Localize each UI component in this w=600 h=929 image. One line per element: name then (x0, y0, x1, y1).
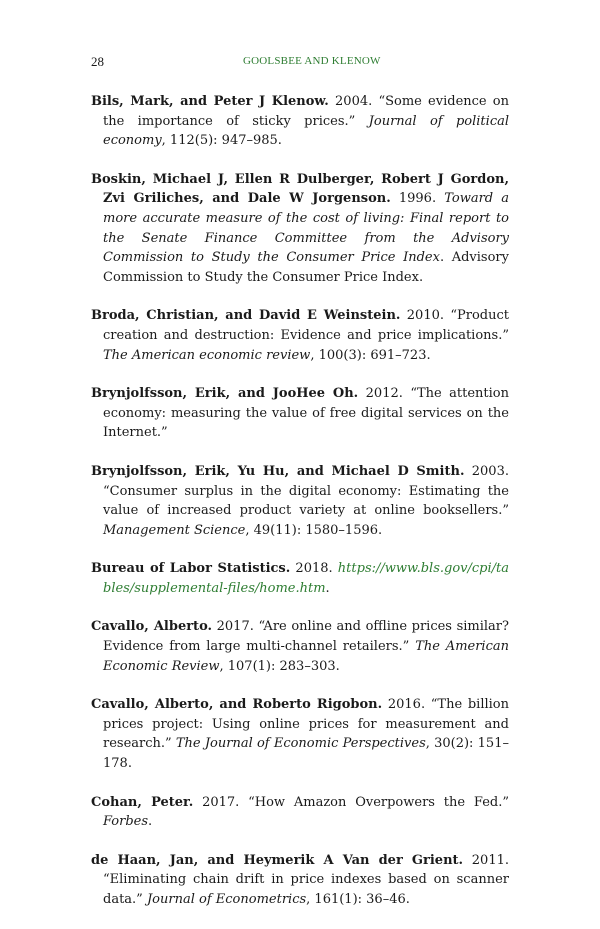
reference-item (91, 384, 509, 443)
running-title: GOOLSBEE AND KLENOW (243, 55, 381, 67)
reference-item (91, 617, 509, 676)
reference-authors: Brynjolfsson, Erik, and JooHee Oh. (91, 386, 359, 402)
reference-details: , 107(1): 283–303. (219, 658, 340, 674)
reference-details: , 49(11): 1580–1596. (245, 522, 383, 538)
reference-venue: The American economic review (103, 347, 311, 363)
reference-item (91, 306, 509, 365)
reference-item (91, 92, 509, 151)
reference-authors: Cavallo, Alberto. (91, 619, 213, 635)
reference-details: . (148, 814, 153, 830)
reference-authors: Bureau of Labor Statistics. (91, 561, 291, 577)
reference-item (91, 793, 509, 832)
reference-url-link[interactable]: https://www.bls.gov/cpi/tables/supplemental-files/home.htm (103, 561, 509, 596)
reference-details: . Advisory Commission to Study the Consumer Price Index. (103, 250, 509, 285)
page-number: 28 (91, 54, 104, 69)
reference-text: 2003. “Consumer surplus in the digital economy: Estimating the value of increased product variety at online booksellers.” (103, 463, 509, 519)
reference-authors: Broda, Christian, and David E Weinstein. (91, 308, 401, 324)
reference-text: 2018. (290, 561, 338, 577)
reference-details: , 112(5): 947–985. (161, 133, 282, 149)
reference-text: 2017. “Are online and offline prices similar? Evidence from large multi-channel retailers.” (103, 619, 509, 655)
reference-authors: Cavallo, Alberto, and Roberto Rigobon. (91, 697, 383, 713)
reference-details: . (325, 580, 330, 596)
reference-details: , 161(1): 36–46. (306, 892, 410, 907)
reference-venue: Toward a more accurate measure of the cost of living: Final report to the Senate Finance Committee from the Advisory Commission to Study the Consumer Price Index (103, 191, 509, 266)
reference-item (91, 462, 509, 540)
reference-venue: The American Economic Review (103, 639, 509, 674)
reference-authors: Cohan, Peter. (91, 794, 194, 810)
reference-text: 2011. “Eliminating chain drift in price indexes based on scanner data.” (103, 852, 510, 907)
reference-item (91, 851, 509, 910)
reference-details: , 100(3): 691–723. (310, 347, 431, 363)
reference-authors: Boskin, Michael J, Ellen R Dulberger, Robert J Gordon, Zvi Griliches, and Dale W Jorgenson. (91, 171, 509, 207)
reference-details: , 30(2): 151–178. (103, 736, 509, 772)
reference-text: 1996. (390, 191, 445, 207)
reference-item (91, 695, 509, 773)
reference-venue: Management Science (103, 522, 246, 538)
reference-list (91, 92, 509, 929)
reference-item (91, 170, 509, 288)
reference-item (91, 559, 509, 598)
reference-venue: The Journal of Economic Perspectives (175, 736, 426, 752)
reference-text: 2010. “Product creation and destruction: Evidence and price implications.” (103, 308, 509, 343)
reference-text: 2004. “Some evidence on the importance of sticky prices.” (103, 94, 510, 129)
running-head (91, 54, 511, 72)
reference-text: 2017. “How Amazon Overpowers the Fed.” (193, 794, 509, 810)
reference-venue: Journal of Econometrics (146, 892, 307, 907)
reference-text: 2016. “The billion prices project: Using online prices for measurement and research.” (103, 697, 509, 752)
reference-venue: Journal of political economy (103, 113, 510, 149)
reference-authors: Bils, Mark, and Peter J Klenow. (91, 94, 329, 109)
reference-authors: Brynjolfsson, Erik, Yu Hu, and Michael D Smith. (91, 463, 465, 479)
reference-text: 2012. “The attention economy: measuring the value of free digital services on the Internet.” (103, 386, 510, 441)
reference-venue: Forbes (103, 814, 149, 830)
reference-authors: de Haan, Jan, and Heymerik A Van der Grient. (91, 852, 464, 868)
